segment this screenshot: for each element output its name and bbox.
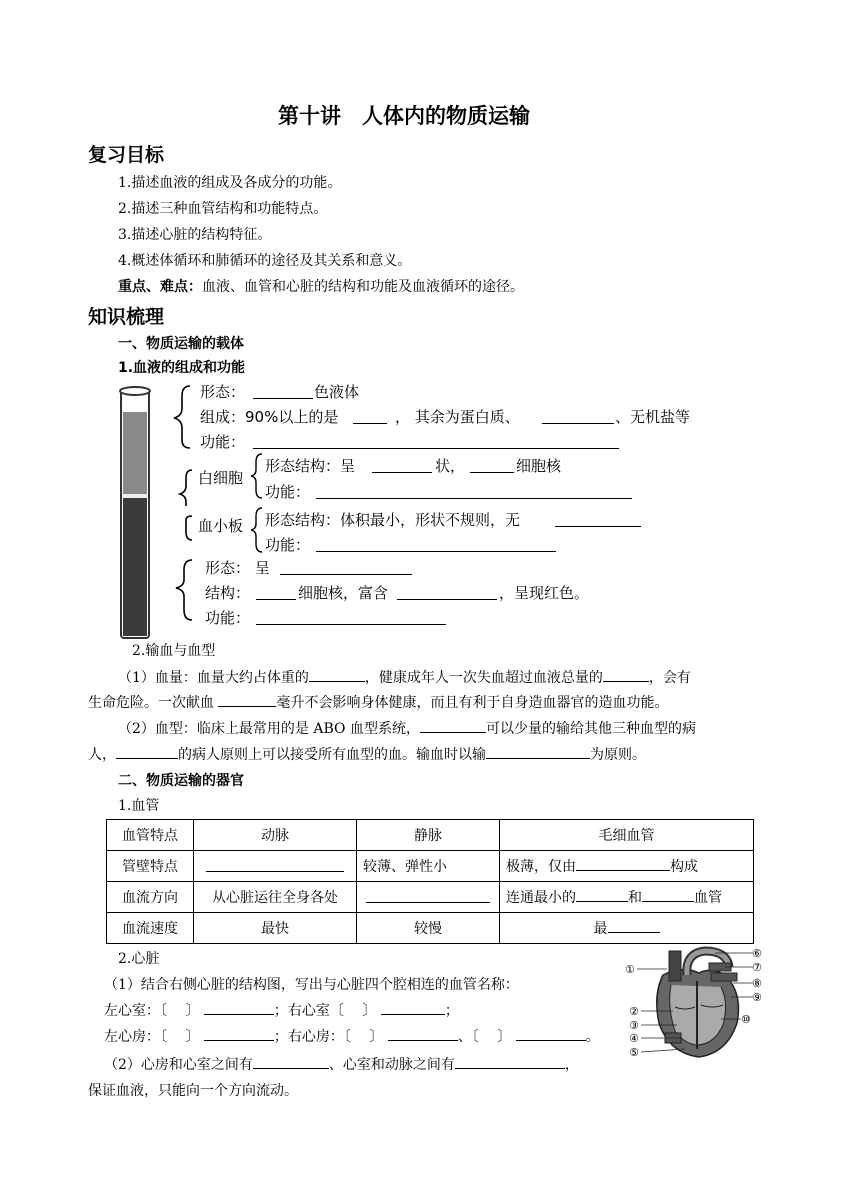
wbc-shape-blank[interactable] [372, 472, 432, 473]
plasma-color-blank[interactable] [253, 398, 313, 399]
rbc-form-label: 形态： 呈 [205, 559, 270, 577]
vein-flow-cell [357, 882, 500, 913]
cap-wall-blank[interactable] [576, 856, 670, 871]
q2-c: ， [564, 1057, 579, 1073]
ra-label: ；右心房：〔 〕 [273, 1029, 384, 1045]
wbc-nucleus-blank[interactable] [470, 472, 514, 473]
q2-valve-blank-1[interactable] [253, 1054, 329, 1069]
wbc-brace [250, 452, 264, 500]
key-points-text: 血液、血管和心脏的结构和功能及血液循环的途径。 [202, 279, 524, 295]
wbc-struct-mid: 状， [435, 457, 466, 475]
goals-heading: 复习目标 [88, 144, 165, 166]
goal-item: 4.概述体循环和肺循环的途径及其关系和意义。 [118, 253, 412, 269]
cap-flow-blank-1[interactable] [576, 887, 628, 902]
vein-flow-blank[interactable] [366, 888, 490, 903]
wbc-name: 白细胞 [198, 469, 244, 487]
bt-text-b: 可以少量的输给其他三种血型的病 [485, 721, 696, 737]
heart-label-2: ② [629, 1005, 639, 1018]
heart-label-4: ④ [629, 1032, 639, 1045]
goal-item: 3.描述心脏的结构特征。 [118, 227, 272, 243]
platelet-func-blank[interactable] [316, 551, 556, 552]
bv-line2-b: 毫升不会影响身体健康，而且有利于自身造血器官的造血功能。 [276, 695, 669, 711]
test-tube-diagram [110, 382, 200, 642]
cap-speed-blank[interactable] [608, 918, 660, 933]
bt-blank-principle[interactable] [486, 744, 590, 759]
ra-blank-2[interactable] [516, 1026, 586, 1041]
blood-volume-line2 [88, 692, 668, 712]
platelet-brace [250, 506, 264, 554]
heart-label-9: ⑨ [752, 991, 762, 1004]
bt-text-a: （2）血型：临床上最常用的是 ABO 血型系统， [118, 721, 420, 737]
part2-heading: 二、物质运输的器官 [118, 773, 244, 789]
bt-blank-recipient[interactable] [116, 744, 178, 759]
heart-label-10: ⑩ [741, 1013, 751, 1026]
vessel-table [106, 819, 754, 944]
wbc-struct-suffix: 细胞核 [516, 457, 562, 475]
heart-line-end: 。 [585, 1029, 600, 1045]
cap-wall-cell [500, 851, 754, 882]
table-header-cell: 静脉 [357, 820, 500, 851]
la-blank[interactable] [204, 1026, 274, 1041]
row-label: 血流方向 [107, 882, 194, 913]
part1-sub1: 1.血液的组成和功能 [118, 360, 246, 376]
bv-text-b: ，健康成年人一次失血超过血液总量的 [364, 670, 603, 686]
cap-wall-b: 构成 [670, 859, 698, 875]
heart-label-6: ⑥ [752, 947, 762, 960]
blood-type-line2 [88, 744, 646, 764]
plasma-comp-suffix: 、无机盐等 [615, 408, 691, 426]
cap-flow-c: 血管 [694, 890, 722, 906]
rbc-struct-suffix: ，呈现红色。 [499, 584, 590, 602]
plasma-water-blank[interactable] [353, 423, 387, 424]
bv-text-a: （1）血量：血量大约占体重的 [118, 670, 309, 686]
heart-label-1: ① [625, 963, 635, 976]
platelet-func-label: 功能： [265, 536, 311, 554]
bv-text-c: ，会有 [648, 670, 691, 686]
rbc-protein-blank[interactable] [397, 599, 497, 600]
ra-blank-1[interactable] [388, 1026, 458, 1041]
rbc-struct-label: 结构： [205, 584, 251, 602]
rbc-func-blank[interactable] [256, 624, 446, 625]
heart-q2-line1 [104, 1054, 579, 1074]
cap-flow-blank-2[interactable] [642, 887, 694, 902]
table-row [107, 820, 754, 851]
vein-speed-cell: 较慢 [357, 913, 500, 944]
row-label: 管壁特点 [107, 851, 194, 882]
plasma-form-suffix: 色液体 [314, 383, 360, 401]
key-points-label: 重点、难点： [118, 279, 202, 295]
rbc-func-label: 功能： [205, 609, 251, 627]
plasma-comp-mid: ， 其余为蛋白质、 [395, 408, 520, 426]
wbc-struct-label: 形态结构：呈 [265, 457, 356, 475]
la-label: 左心房：〔 〕 [104, 1029, 200, 1045]
artery-wall-cell [194, 851, 357, 882]
cap-flow-cell [500, 882, 754, 913]
cap-speed-text: 最 [593, 921, 608, 937]
cap-flow-a: 连通最小的 [506, 890, 576, 906]
table-header-cell: 动脉 [194, 820, 357, 851]
platelet-nucleus-blank[interactable] [555, 526, 641, 527]
bt-line2-a: 人， [88, 747, 116, 763]
bv-blank-donate[interactable] [218, 692, 276, 707]
blood-type-line1 [118, 718, 696, 738]
bt-line2-b: 的病人原则上可以接受所有血型的血。输血时以输 [178, 747, 486, 763]
rbc-shape-blank[interactable] [280, 574, 412, 575]
table-row [107, 851, 754, 882]
rv-label: ；右心室〔 〕 [273, 1003, 377, 1019]
table-row [107, 882, 754, 913]
cap-flow-b: 和 [628, 890, 642, 906]
cap-speed-cell [500, 913, 754, 944]
heart-diagram [625, 945, 765, 1063]
heart-atria-line [104, 1026, 600, 1046]
row-label: 血流速度 [107, 913, 194, 944]
part2-sub2: 2.心脏 [118, 951, 160, 967]
plasma-form-label: 形态： [200, 383, 246, 401]
goal-item: 1.描述血液的组成及各成分的功能。 [118, 175, 342, 191]
bt-line2-c: 为原则。 [590, 747, 646, 763]
heart-q1: （1）结合右侧心脏的结构图，写出与心脏四个腔相连的血管名称： [104, 977, 519, 993]
table-header-cell: 血管特点 [107, 820, 194, 851]
knowledge-heading: 知识梳理 [88, 306, 165, 328]
part1-sub2: 2.输血与血型 [132, 643, 216, 659]
rv-end: ； [444, 1003, 459, 1019]
plasma-func-label: 功能： [200, 433, 246, 451]
heart-ventricles-line [104, 1000, 459, 1020]
artery-wall-blank[interactable] [206, 857, 344, 872]
wbc-func-blank[interactable] [316, 498, 632, 499]
heart-q2-line2: 保证血液，只能向一个方向流动。 [88, 1083, 298, 1099]
rbc-nucleus-blank[interactable] [256, 599, 296, 600]
rbc-struct-mid: 细胞核，富含 [298, 584, 389, 602]
heart-label-5: ⑤ [629, 1046, 639, 1059]
rv-blank[interactable] [381, 1000, 445, 1015]
lv-label: 左心室：〔 〕 [104, 1003, 200, 1019]
plasma-comp-label: 组成：90%以上的是 [200, 408, 339, 426]
artery-flow-cell: 从心脏运往全身各处 [194, 882, 357, 913]
lv-blank[interactable] [204, 1000, 274, 1015]
part1-heading: 一、物质运输的载体 [118, 336, 244, 352]
wbc-func-label: 功能： [265, 483, 311, 501]
plasma-func-blank[interactable] [253, 448, 619, 449]
vein-wall-cell: 较薄、弹性小 [357, 851, 500, 882]
artery-speed-cell: 最快 [194, 913, 357, 944]
q2-valve-blank-2[interactable] [455, 1054, 565, 1069]
bv-blank-weight[interactable] [309, 667, 365, 682]
table-row [107, 913, 754, 944]
platelet-struct-label: 形态结构：体积最小，形状不规则，无 [265, 511, 521, 529]
cap-wall-a: 极薄，仅由 [506, 859, 576, 875]
q2-a: （2）心房和心室之间有 [104, 1057, 253, 1073]
plasma-sugar-blank[interactable] [542, 423, 614, 424]
q2-b: 、心室和动脉之间有 [328, 1057, 455, 1073]
heart-label-8: ⑧ [752, 977, 762, 990]
bt-blank-donor[interactable] [420, 718, 486, 733]
bv-line2-a: 生命危险。一次献血 [88, 695, 219, 711]
key-points [118, 276, 524, 296]
bv-blank-loss[interactable] [603, 667, 649, 682]
page-title: 第十讲 人体内的物质运输 [278, 104, 530, 128]
platelet-name: 血小板 [198, 517, 244, 535]
blood-volume-line1 [118, 667, 691, 687]
heart-label-7: ⑦ [752, 961, 762, 974]
part2-sub1: 1.血管 [118, 798, 160, 814]
table-header-cell: 毛细血管 [500, 820, 754, 851]
ra-label-2: 、〔 〕 [457, 1029, 512, 1045]
goal-item: 2.描述三种血管结构和功能特点。 [118, 201, 328, 217]
heart-label-3: ③ [629, 1019, 639, 1032]
